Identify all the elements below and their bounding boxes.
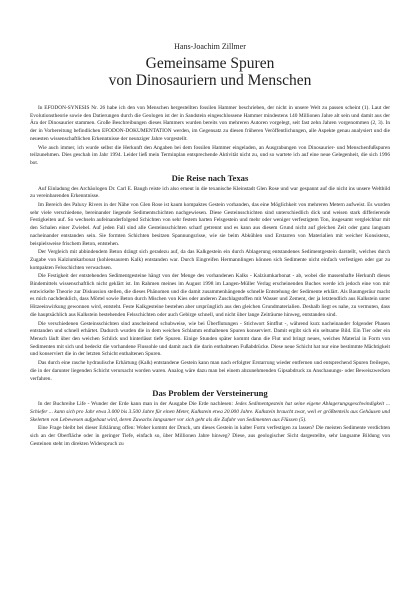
- paragraph-text: In der Buchreihe Life - Wunder der Erde kann man in der Ausgabe Die Erde nachlesen:: [38, 401, 235, 408]
- section-heading-texas: Die Reise nach Texas: [171, 172, 249, 183]
- body-paragraph: Eine Frage bleibt bei dieser Erklärung offen: Woher kommt der Druck, um dieses Gestein in kalter Form verfestigen zu lassen? Die meisten Sedimente verdichten sich an der Oberfläche oder in geringer Tiefe, einfach so, über Millionen Jahre hinweg? Diese, aus geologischer Sicht dargestellte, sehr langsame Bildung von Gesteinen steht im direkten Widerspruch zu: [30, 425, 390, 447]
- body-paragraph: Die verschiedenen Gesteinsschichten sind anscheinend schubweise, wie bei Überflutungen - Stichwort Sintflut -, während kurz nacheinander folgender Phasen entstanden und schnell erhärtet. Dadurch wurden die in dem weichen Schlamm enthaltenen Spuren konserviert. Damit ergibt sich ein seltsame Bild. Ein Tier oder ein Mensch läuft über den weichen Schlick und hinterlässt tiefe Spuren. Einige Stunden später kommt dann die Flut und bringt neues, weiches Material in Form von Sedimenten mit sich und bedeckt die vorhandene Flussohle und damit auch die darin enthaltenen Fußabdrücke. Diese neue Schicht hat nur eine bestimmte Mächtigkeit und konserviert die in der letzten Schicht enthaltenen Spuren.: [30, 320, 390, 358]
- document-title: [30, 55, 390, 89]
- quotation-text: Jedes Sedimentgestein hat seine eigene Ablagerungsgeschwindigkeit ... Schiefer ... kann sich pro Jahr etwa 3.000 bis 3.500 Jahre für einen Meter, Kalkstein etwa 20.000 Jahre. Kalkstein braucht zwar, weil er größtenteils aus Gehäusen und Skeletten von Lebewesen aufgebaut wird, deren Zuwachs langsamer vor sich geht als die Zufuhr von Sedimenten aus Flüssen (5).: [30, 401, 390, 423]
- body-paragraph: Im Bereich des Paluxy Rivers in der Nähe von Glen Rose ist kaum kompaktes Gestein vorhanden, das eine Möglichkeit von mehreren Metern aufweist. Es wurden sehr viele verschiedene, bereinander liegende Sedimentschichten nachgewiesen. Diese Gesteinsschichten sind unterschiedlich dick und weisen stark differierende Festigkeiten auf. So wechseln aufeinanderfolgend Schichten von sehr festem harten Felsgestein und mehr oder weniger verfestigtem Ton, insgesamt vergleichbar mit den Schalen einer Zwiebel. Auf jeden Fall sind alle Gesteinsschichten scharf getrennt und es kann aus diesem Grund nicht auf gleichen Zeit oder ganz langsam nacheinander entstanden sein. Sie formten Schichten besitzen Spannungsrisse, wie sie beim Abkühlen und Erstarren von Materialien mit weicher Konsistenz, beispielsweise frischem Beton, entstehen.: [30, 202, 390, 247]
- title-line-1: Gemeinsame Spuren: [145, 55, 275, 72]
- body-paragraph: Die Festigkeit der entstehenden Sedimentgesteine hängt von der Menge des vorhandenen Kalks - Kalziumkarbonat - ab, wobei die massenhafte Herkunft dieses Bindemittels wissenschaftlich nicht geklärt ist. Im Rahmen meines im August 1998 im Langen-Müller Verlag erscheinenden Buches werde ich jedoch eine von mir entwickelte Theorie zur Diskussion stellen, die dieses Phänomen und die damit zusammenhängende schnelle Entstehung der Sedimente erklärt. Als Baumgeräur macht es mich nachdenklich, dass Mörtel sowie Beton durch Mischen von Kies oder anderen Zuschlagstoffen mit Wasser und Zement, der ja letztendlich aus Kalkstein unter Hitzeeinwirkung gewonnen wird, entsteht. Feste Kalkgesteine bestehen aber ursprünglich aus den gleichen Grundmaterialien. Deshalb liegt es nahe, zu vermuten, dass die hauptsächlich aus Kalkstein bestehenden Felsschichten oder auch Gebirge schnell, und nicht über lange Zeiträume hinweg, entstanden sind.: [30, 273, 390, 318]
- body-paragraph: Das durch eine rasche hydraulische Erhärtung (Kalk) entstandene Gestein kann man nach erfolgter Erstarrung wieder entfernen und entsprechend Spuren freilegen, die in der darunter liegenden Schicht verursacht worden waren. Analog wäre dazu man bei einem abzunehmenden Gipsabdruck zu Anschauungs- oder Beweiszwecken verfahren.: [30, 360, 390, 382]
- title-line-2: von Dinosauriern und Menschen: [108, 72, 312, 89]
- section-heading-versteinerung: Das Problem der Versteinerung: [152, 388, 268, 399]
- author-name: Hans-Joachim Zillmer: [174, 42, 246, 51]
- body-paragraph: [30, 401, 390, 424]
- intro-paragraph: Wie auch immer, ich wurde selbst die Herkunft den Angaben bei dem fossilen Hammer eingeladen, an Ausgrabungen von Dinosaurier- und Menschenfußspuren teilzunehmen. Dies geschah im Jahr 1994. Leider ließ mein Terminplan entsprechende Aktivität nicht zu, und so wartete ich auf eine neue Gelegenheit, die sich 1996 bot.: [30, 144, 390, 166]
- intro-paragraph: In EFODON-SYNESIS Nr. 26 habe ich den von Menschen hergestellten fossilen Hammer beschrieben, der nicht in unsere Welt zu passen scheint (1). Laut der Evolutionstheorie sowie den Datierungen durch die Geologen ist der in Sandstein eingeschlossene Hammer mindestens 140 Millionen Jahre alt sein und damit aus der Ära der Dinosaurier stammen. Große Beschreibungen dieses Hammers wurden bereits von mehreren Autoren vorgelegt, seit fast zehn Jahren vorgenommen (2, 3). In der in Vorbereitung befindlichen EFODON-DOKUMENTATION werden, im Gegensatz zu diesen früheren Veröffentlichungen, alle Aspekte genau analysiert und die neuesten wissenschaftlichen Erkenntnisse der neunziger Jahre vorgestellt.: [30, 105, 390, 142]
- body-paragraph: Auf Einladung des Archäologen Dr. Carl E. Baugh reiste ich also erneut in die texanische Kleinstadt Glen Rose und war gespannt auf die nicht ins unsere Weltbild zu vereinbarenden Erkenntnisse.: [30, 185, 390, 200]
- body-paragraph: Der Vergleich mit abbindendem Beton drängt sich geradezu auf, da das Kalkgestein ein durch Ablagerung entstandenes Sedimentgestein darstellt, welches durch Zugabe von Kalziumkarbonat (kohlensaurem Kalk) entstanden war. Durch Eingreifen Hermannlingen können sich Sedimente nicht einfach verfestigen oder gar zu kompakten Felsschichten verwachsen.: [30, 249, 390, 271]
